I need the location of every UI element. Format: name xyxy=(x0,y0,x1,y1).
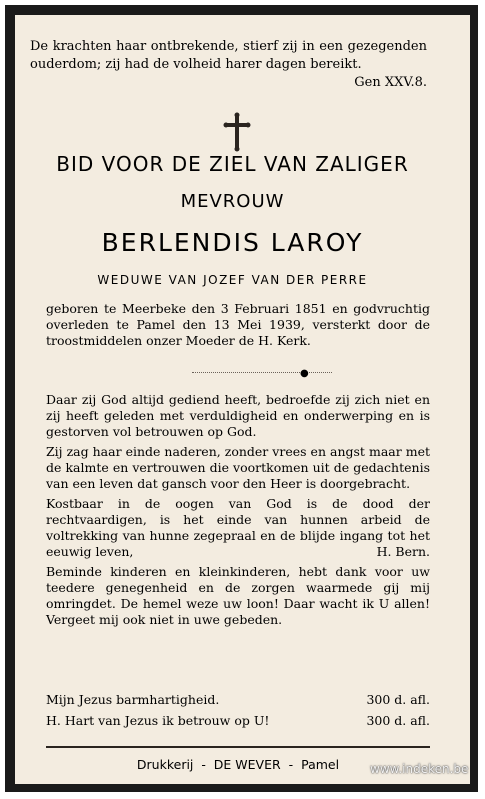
dotted-separator xyxy=(192,368,332,379)
paragraph-2: Zij zag haar einde naderen, zonder vrees en angst maar met de kalmte en vertrouwen die voortkomen uit de gedachtenis van een leven dat gansch voor den Heer is doorgebracht. xyxy=(46,444,430,491)
paragraph-4: Beminde kinderen en kleinkinderen, hebt dank voor uw teedere genegenheid en de zorgen waarmede gij mij omringdet. De hemel weze uw loon! Daar wacht ik U allen! Vergeet mij ook niet in uwe gebeden. xyxy=(46,564,430,627)
indulgence-row xyxy=(46,689,430,710)
meditation-text xyxy=(46,392,430,632)
printer-line: Drukkerij - DE WEVER - Pamel xyxy=(136,757,340,772)
signature: H. Bern. xyxy=(376,544,430,559)
indulgence-days: 300 d. afl. xyxy=(366,692,430,707)
separator-ornament: ● xyxy=(300,368,309,379)
title-mevrouw: MEVROUW xyxy=(180,191,285,212)
widow-line: WEDUWE VAN JOZEF VAN DER PERRE xyxy=(97,273,368,287)
paragraph-3-text: Kostbaar in de oogen van God is de dood der rechtvaardigen, is het einde van hunnen arbeid de voltrekking van hunne zegepraal en de blijde ingang tot het eeuwig leven, xyxy=(46,496,430,559)
indulgence-row xyxy=(46,710,430,731)
divider xyxy=(46,746,430,748)
indulgences xyxy=(46,689,430,731)
paragraph-3 xyxy=(46,496,430,560)
prayer-heading: BID VOOR DE ZIEL VAN ZALIGER xyxy=(56,152,409,176)
indulgence-prayer: Mijn Jezus barmhartigheid. xyxy=(46,692,220,707)
epigraph-text: De krachten haar ontbrekende, stierf zij in een gezegenden ouderdom; zij had de volheid harer dagen bereikt. xyxy=(30,39,427,72)
watermark: www.indeken.be xyxy=(370,762,469,776)
paragraph-1: Daar zij God altijd gediend heeft, bedroefde zij zich niet en zij heeft geleden met verduldigheid en onderwerping en is gestorven vol betrouwen op God. xyxy=(46,392,430,439)
birth-death-text: geboren te Meerbeke den 3 Februari 1851 en godvruchtig overleden te Pamel den 13 Mei 1939, versterkt door de troostmiddelen onzer Moeder de H. Kerk. xyxy=(46,301,430,348)
deceased-name: BERLENDIS LAROY xyxy=(101,228,364,257)
epigraph-reference: Gen XXV.8. xyxy=(354,75,427,90)
cross-icon xyxy=(222,112,252,152)
indulgence-days: 300 d. afl. xyxy=(366,713,430,728)
indulgence-prayer: H. Hart van Jezus ik betrouw op U! xyxy=(46,713,270,728)
epigraph xyxy=(30,38,427,92)
